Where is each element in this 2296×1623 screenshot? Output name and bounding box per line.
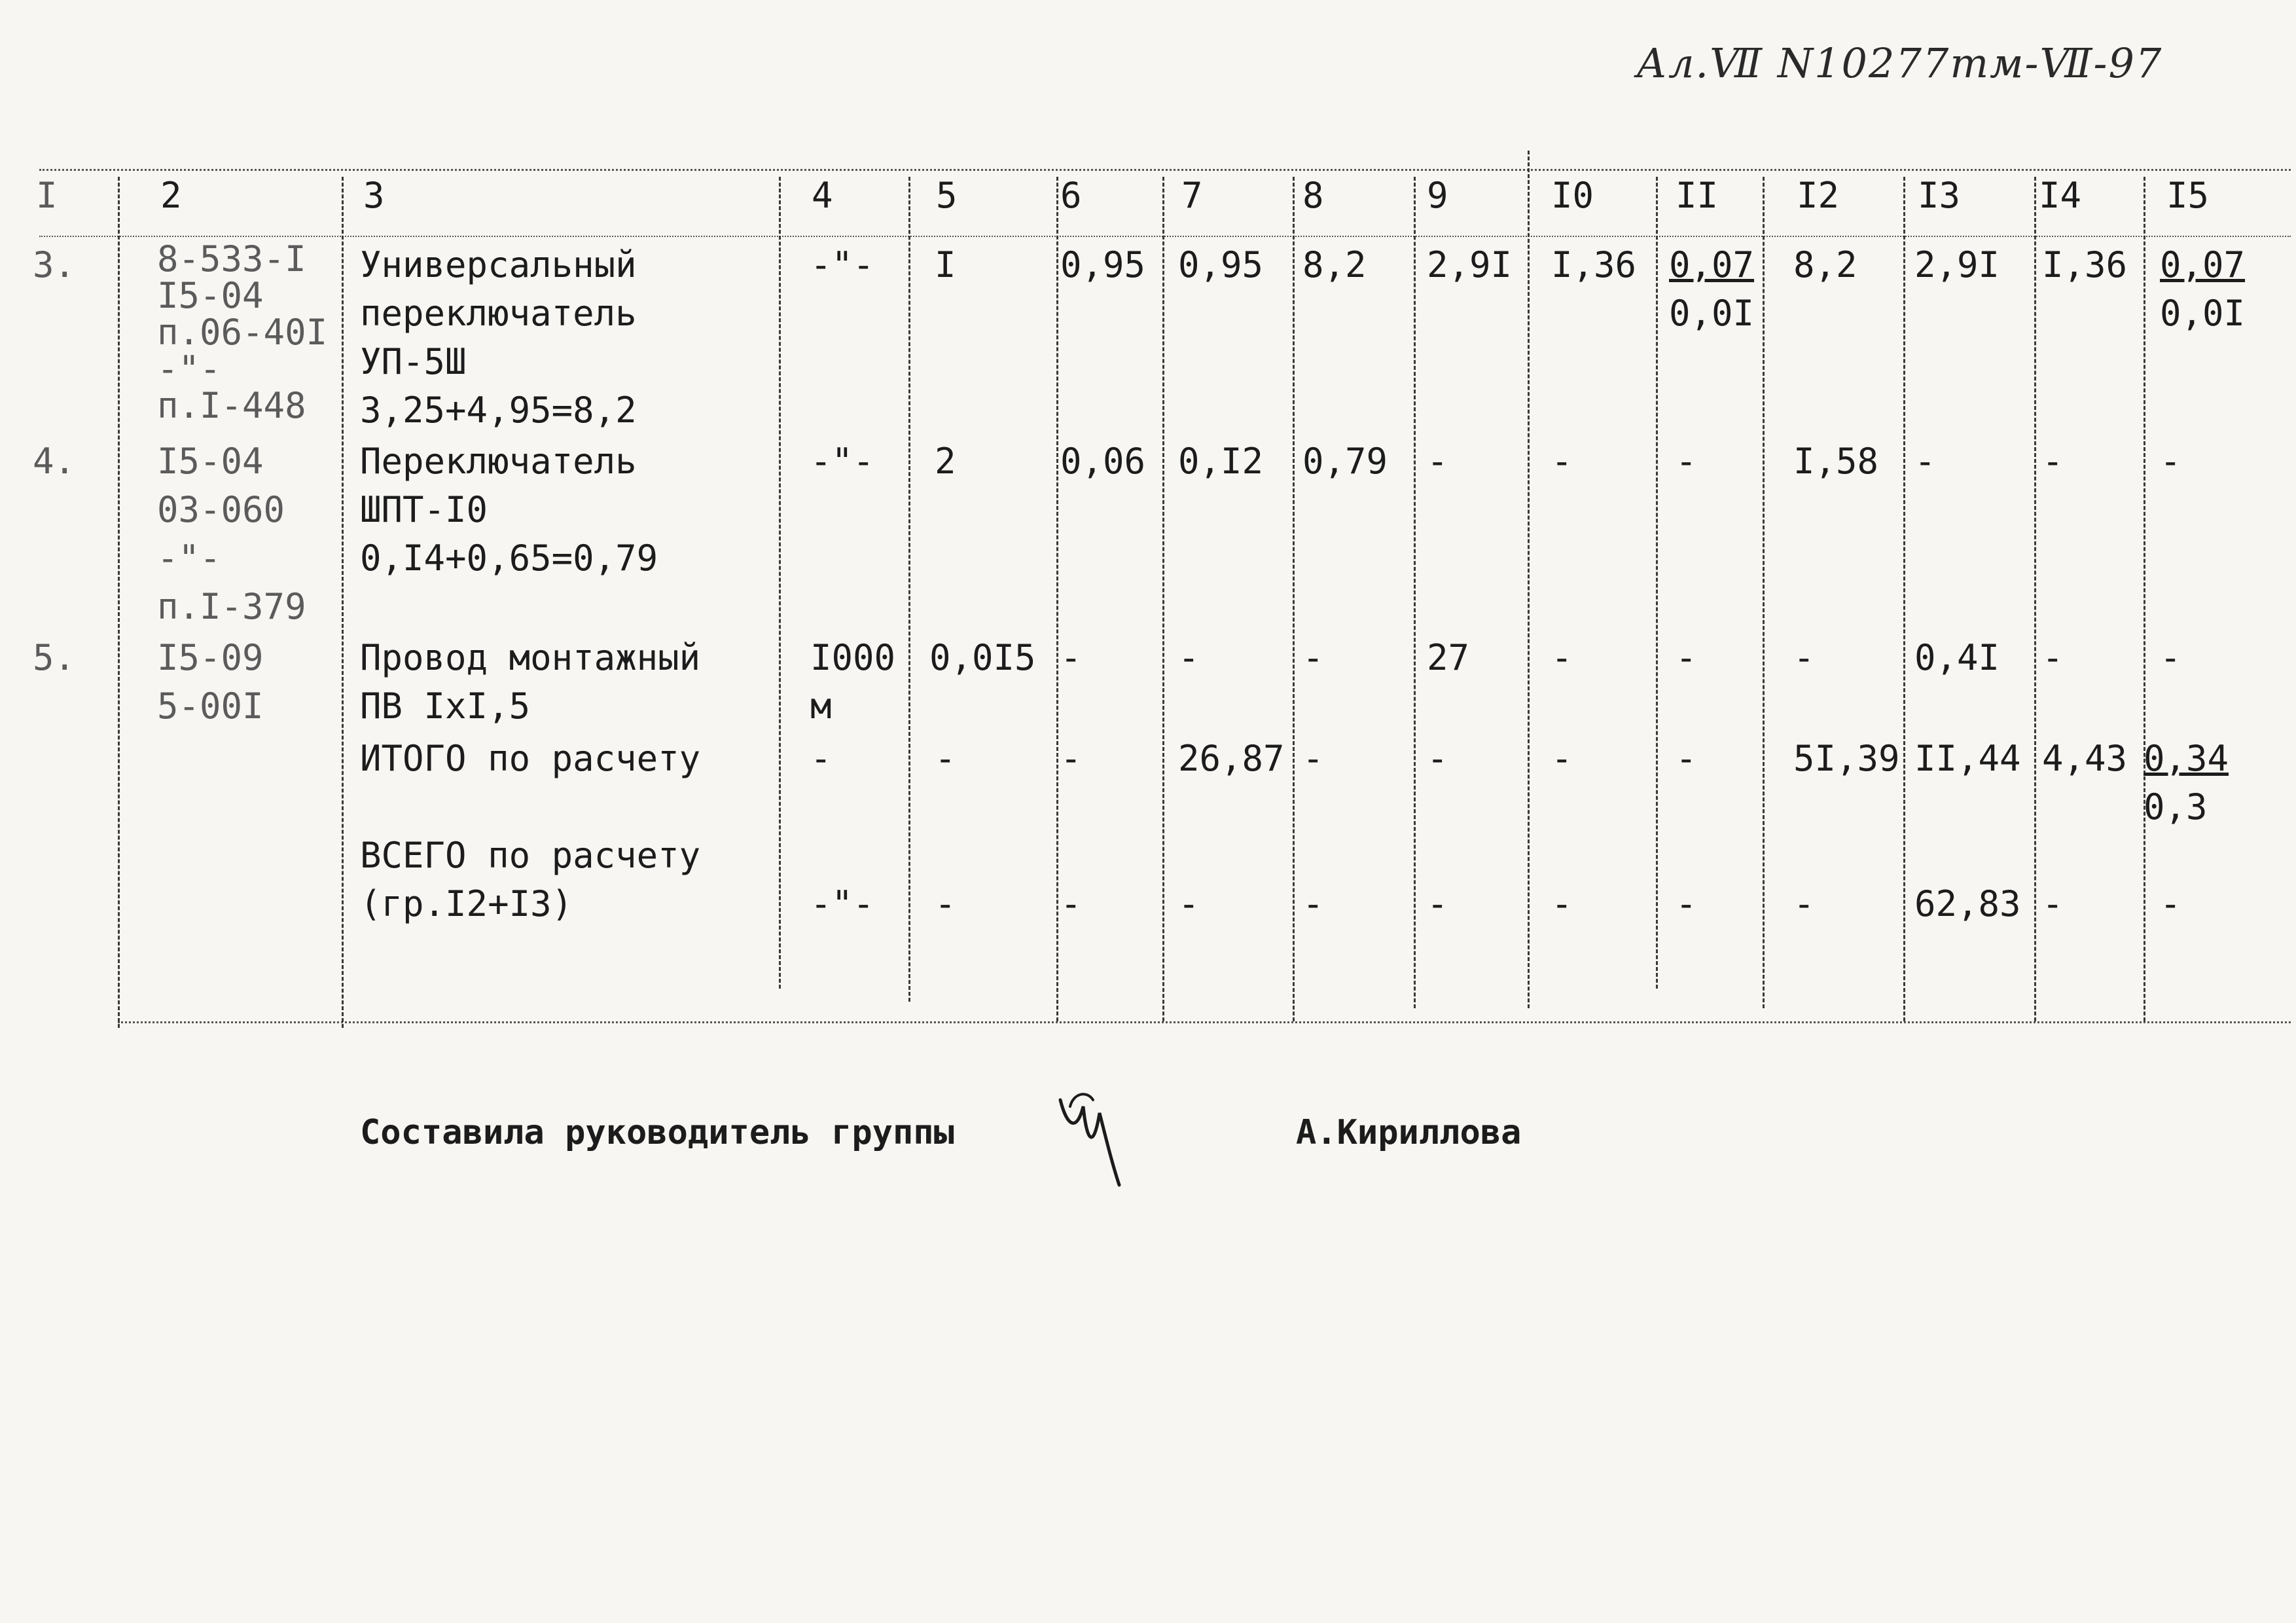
document-reference-number: Ал.Ⅶ N10277тм-Ⅶ-97	[1636, 39, 2163, 87]
row-col-7: -	[1178, 637, 1200, 678]
row-col-14: -	[2042, 883, 2064, 924]
header-col-13: I3	[1918, 175, 1961, 216]
row-col-12: 8,2	[1793, 244, 1857, 285]
row-col-10: I,36	[1551, 244, 1637, 285]
row-col-6: -	[1060, 637, 1082, 678]
row-col-11: -	[1676, 738, 1697, 779]
header-col-2: 2	[160, 175, 182, 216]
header-col-11: II	[1676, 175, 1719, 216]
handwritten-signature	[1047, 1080, 1132, 1198]
row-col-9: -	[1427, 738, 1448, 779]
row-col-7: -	[1178, 883, 1200, 924]
row-number: 3.	[33, 244, 76, 285]
header-bottom-rule	[39, 236, 2291, 237]
row-col-13: II,44	[1914, 738, 2021, 779]
header-col-10: I0	[1551, 175, 1594, 216]
row-col-12: -	[1793, 883, 1815, 924]
row-col-11: -	[1676, 441, 1697, 482]
compiler-name: А.Кириллова	[1296, 1113, 1522, 1152]
table-bottom-rule	[118, 1021, 2291, 1023]
row-col-11-bottom: 0,0I	[1669, 293, 1755, 334]
row-col-14: -	[2042, 441, 2064, 482]
col-divider	[1903, 177, 1905, 1021]
row-col-9: 27	[1427, 637, 1470, 678]
row-col-6: -	[1060, 883, 1082, 924]
header-col-9: 9	[1427, 175, 1448, 216]
col-divider	[779, 177, 781, 989]
header-col-5: 5	[936, 175, 958, 216]
col-divider	[908, 177, 910, 1002]
row-description: Провод монтажный ПВ IxI,5	[360, 637, 701, 727]
row-col-13: 62,83	[1914, 883, 2021, 924]
row-col-7: 0,I2	[1178, 441, 1264, 482]
row-col-7: 26,87	[1178, 738, 1285, 779]
row-col-8: -	[1302, 738, 1324, 779]
col-divider	[1056, 177, 1058, 1021]
row-col-15: -	[2160, 883, 2181, 924]
col-divider	[2034, 177, 2036, 1021]
row-col-14: I,36	[2042, 244, 2128, 285]
row-col-4: -"-	[810, 883, 874, 924]
table-top-rule	[39, 169, 2291, 171]
row-col-4: -	[810, 738, 832, 779]
row-col-6: 0,06	[1060, 441, 1146, 482]
compiled-by-label: Составила руководитель группы	[360, 1113, 954, 1152]
row-col-4: -"-	[810, 441, 874, 482]
row-number: 4.	[33, 441, 76, 482]
row-col-9: -	[1427, 883, 1448, 924]
header-col-12: I2	[1797, 175, 1840, 216]
row-col-10: -	[1551, 738, 1573, 779]
row-col-12: -	[1793, 637, 1815, 678]
row-description: Переключатель ШПТ-I0 0,I4+0,65=0,79	[360, 441, 658, 579]
row-col-15-bottom: 0,3	[2144, 786, 2208, 828]
row-code: I5-09 5-00I	[157, 637, 264, 727]
row-col-10: -	[1551, 441, 1573, 482]
header-col-7: 7	[1181, 175, 1203, 216]
row-col-10: -	[1551, 883, 1573, 924]
total-label: ВСЕГО по расчету (гр.I2+I3)	[360, 835, 701, 924]
row-col-15: -	[2160, 441, 2181, 482]
col-divider	[1763, 177, 1765, 1008]
col-divider	[2144, 177, 2145, 1021]
row-col-15-top: 0,34	[2144, 738, 2229, 779]
row-col-10: -	[1551, 637, 1573, 678]
row-col-11: -	[1676, 883, 1697, 924]
row-col-12: I,58	[1793, 441, 1879, 482]
row-col-5: -	[935, 883, 956, 924]
row-col-6: -	[1060, 738, 1082, 779]
row-description: Универсальный переключатель УП-5Ш 3,25+4,95=8,2	[360, 244, 637, 431]
subtotal-label: ИТОГО по расчету	[360, 738, 701, 779]
row-col-8: -	[1302, 637, 1324, 678]
header-col-4: 4	[812, 175, 833, 216]
row-code: I5-04 03-060 -"- п.I-379	[157, 441, 306, 627]
row-col-9: -	[1427, 441, 1448, 482]
col-divider	[1528, 151, 1530, 1008]
col-divider	[118, 177, 120, 1028]
col-divider	[1414, 177, 1416, 1008]
header-col-14: I4	[2039, 175, 2082, 216]
row-col-11-top: 0,07	[1669, 244, 1755, 285]
header-col-15: I5	[2166, 175, 2210, 216]
row-number: 5.	[33, 637, 76, 678]
header-col-3: 3	[363, 175, 385, 216]
row-col-13: 0,4I	[1914, 637, 2000, 678]
row-col-12: 5I,39	[1793, 738, 1900, 779]
row-col-15: -	[2160, 637, 2181, 678]
row-col-8: 0,79	[1302, 441, 1388, 482]
col-divider	[1656, 177, 1658, 989]
row-col-5: 2	[935, 441, 956, 482]
row-col-8: 8,2	[1302, 244, 1367, 285]
header-col-6: 6	[1060, 175, 1082, 216]
row-col-13: 2,9I	[1914, 244, 2000, 285]
row-col-5: -	[935, 738, 956, 779]
header-col-1: I	[36, 175, 58, 216]
row-col-13: -	[1914, 441, 1936, 482]
row-col-9: 2,9I	[1427, 244, 1513, 285]
row-col-5: I	[935, 244, 956, 285]
row-col-4: I000 м	[810, 637, 896, 727]
row-col-15-bottom: 0,0I	[2160, 293, 2246, 334]
col-divider	[1293, 177, 1295, 1021]
header-col-8: 8	[1302, 175, 1324, 216]
row-col-14: -	[2042, 637, 2064, 678]
col-divider	[342, 177, 344, 1028]
row-col-7: 0,95	[1178, 244, 1264, 285]
row-col-5: 0,0I5	[929, 637, 1036, 678]
row-col-8: -	[1302, 883, 1324, 924]
row-col-15-top: 0,07	[2160, 244, 2246, 285]
row-code: 8-533-I I5-04 п.06-40I -"- п.I-448	[157, 238, 328, 426]
row-col-6: 0,95	[1060, 244, 1146, 285]
row-col-11: -	[1676, 637, 1697, 678]
row-col-14: 4,43	[2042, 738, 2128, 779]
col-divider	[1162, 177, 1164, 1021]
row-col-4: -"-	[810, 244, 874, 285]
